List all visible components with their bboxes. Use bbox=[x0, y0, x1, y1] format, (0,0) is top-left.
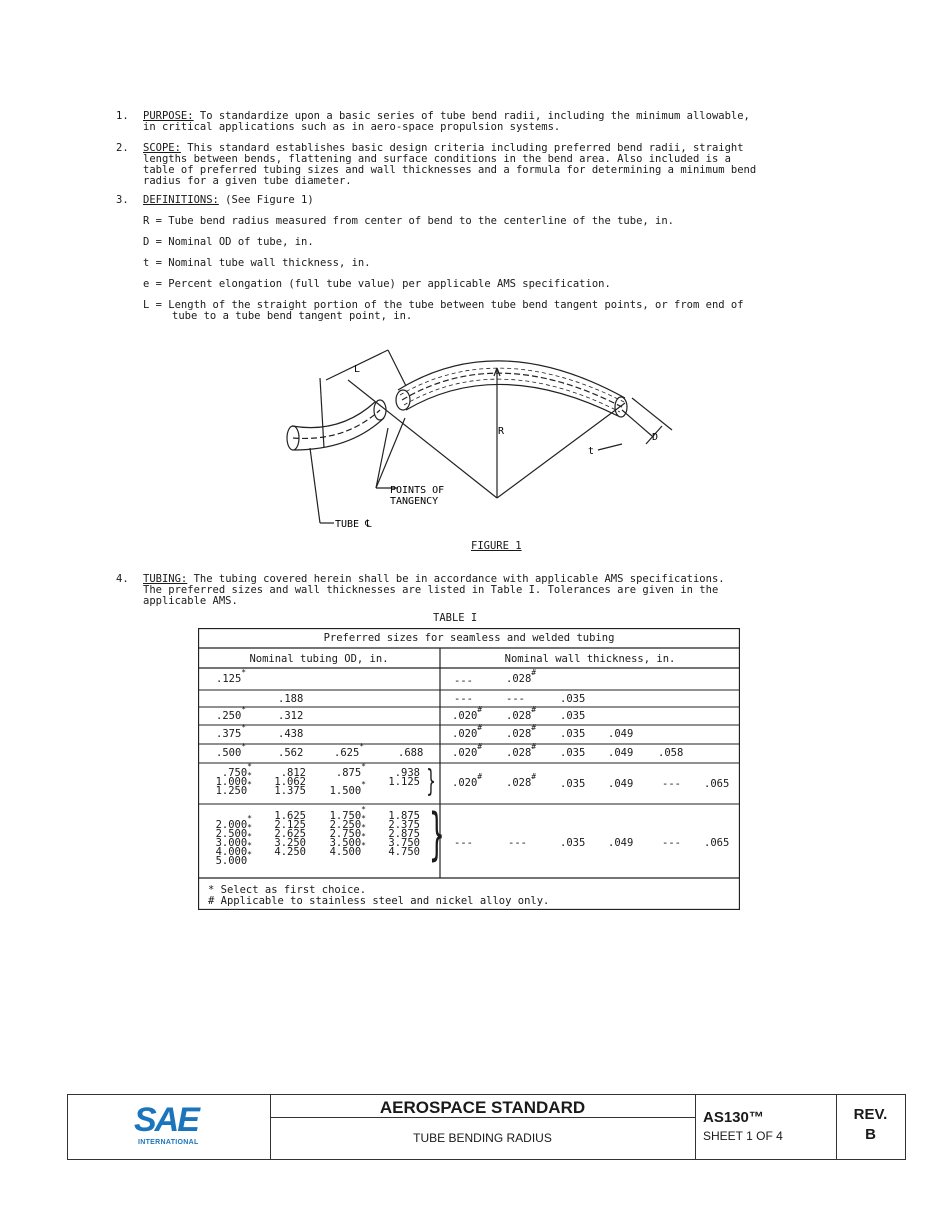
wall-cell: .058 bbox=[658, 747, 684, 759]
od-cell: 2.250* bbox=[329, 814, 366, 831]
od-cell: 1.875 bbox=[388, 810, 420, 822]
bend-centerline bbox=[402, 373, 622, 407]
title-cell bbox=[270, 1095, 696, 1159]
section-text: The tubing covered herein shall be in accordance with applicable AMS specifications. The preferred sizes and wall thicknesses are listed in Table I. Tolerances are given in the applicable AMS. bbox=[143, 573, 725, 607]
wall-cell: .065 bbox=[704, 837, 730, 849]
section-number: 3. bbox=[116, 194, 129, 206]
od-cell: 1.750* bbox=[329, 805, 366, 822]
label-L: L bbox=[354, 364, 361, 375]
wall-cell: .049 bbox=[608, 728, 634, 740]
wall-cell: .020# bbox=[452, 705, 483, 722]
label-D: D bbox=[652, 432, 659, 443]
section-heading: PURPOSE: bbox=[143, 110, 194, 122]
od-cell: .312 bbox=[278, 710, 304, 722]
wall-cell: --- bbox=[454, 675, 473, 687]
revision-cell bbox=[836, 1095, 905, 1159]
wall-cell: --- bbox=[506, 693, 525, 705]
section-scope bbox=[116, 143, 816, 187]
od-cell: 2.750* bbox=[329, 823, 366, 840]
section-definitions bbox=[116, 195, 816, 206]
figure-tube-bend bbox=[280, 338, 680, 538]
section-tubing bbox=[116, 574, 816, 607]
definition-e: e = Percent elongation (full tube value) per applicable AMS specification. bbox=[143, 278, 611, 290]
table-preferred-sizes bbox=[198, 628, 740, 910]
od-cell: .188 bbox=[278, 693, 304, 705]
brace: } bbox=[429, 802, 445, 867]
col-header-od: Nominal tubing OD, in. bbox=[249, 653, 389, 665]
label-t: t bbox=[588, 446, 595, 457]
document-subtitle: TUBE BENDING RADIUS bbox=[413, 1131, 552, 1145]
radius-line-left bbox=[348, 380, 497, 498]
label-R: R bbox=[498, 426, 505, 437]
table-caption: TABLE I bbox=[433, 612, 478, 624]
section-heading: SCOPE: bbox=[143, 142, 181, 154]
radius-line-right bbox=[497, 403, 625, 498]
section-number: 4. bbox=[116, 573, 129, 585]
definition-L bbox=[143, 300, 813, 322]
wall-cell: .035 bbox=[560, 778, 586, 790]
wall-cell: .020# bbox=[452, 723, 483, 740]
section-line: radius for a given tube diameter. bbox=[143, 175, 352, 187]
od-cell: 2.000* bbox=[215, 814, 252, 831]
section-purpose bbox=[116, 111, 816, 133]
od-cell: .250* bbox=[216, 705, 247, 722]
wall-cell: --- bbox=[508, 837, 527, 849]
wall-cell: .035 bbox=[560, 710, 586, 722]
section-line: lengths between bends, flattening and surface conditions in the bend area. Also included is a bbox=[143, 153, 731, 165]
od-cell: 2.625 bbox=[274, 828, 306, 840]
wall-cell: .028# bbox=[506, 742, 537, 759]
od-cell: .875* bbox=[335, 762, 366, 779]
od-cell: 1.062 bbox=[274, 776, 306, 788]
label-points-of: POINTS OF bbox=[390, 485, 445, 496]
title-block bbox=[67, 1094, 906, 1160]
logo-cell bbox=[68, 1095, 271, 1159]
wall-cell: .035 bbox=[560, 837, 586, 849]
sheet-number: SHEET 1 OF 4 bbox=[703, 1129, 783, 1143]
od-cell: .688 bbox=[398, 747, 424, 759]
label-tube-centerline: TUBE ℄ bbox=[335, 519, 372, 530]
od-cell: 3.500* bbox=[329, 832, 366, 849]
wall-cell: .049 bbox=[608, 778, 634, 790]
od-cell: 4.500* bbox=[329, 841, 366, 858]
od-cell: .812 bbox=[280, 767, 306, 779]
definition-line: tube to a tube bend tangent point, in. bbox=[172, 310, 413, 322]
brace: } bbox=[426, 764, 436, 799]
wall-cell: .020# bbox=[452, 772, 483, 789]
od-cell: 1.000* bbox=[215, 771, 252, 788]
table-note-star: * Select as first choice. bbox=[208, 884, 367, 896]
wall-cell: --- bbox=[662, 778, 681, 790]
definition-t: t = Nominal tube wall thickness, in. bbox=[143, 257, 371, 269]
small-tube-top bbox=[292, 402, 375, 428]
revision-value: B bbox=[865, 1126, 876, 1143]
od-cell: 2.500* bbox=[215, 823, 252, 840]
od-cell: .625* bbox=[334, 742, 365, 759]
label-tangency: TANGENCY bbox=[390, 496, 439, 507]
definition-R: R = Tube bend radius measured from center of bend to the centerline of the tube, in. bbox=[143, 215, 675, 227]
document-title: AEROSPACE STANDARD bbox=[379, 1098, 586, 1117]
document-number: AS130™ bbox=[703, 1109, 764, 1126]
sae-logo: SAE bbox=[134, 1101, 198, 1139]
section-line: This standard establishes basic design criteria including preferred bend radii, straight bbox=[180, 142, 744, 154]
section-heading: TUBING: bbox=[143, 573, 188, 585]
od-cell: 1.250* bbox=[215, 780, 252, 797]
table-title: Preferred sizes for seamless and welded tubing bbox=[323, 632, 615, 644]
od-cell: 3.000* bbox=[215, 832, 252, 849]
od-cell: .125* bbox=[216, 668, 247, 685]
wall-cell: .049 bbox=[608, 747, 634, 759]
wall-cell: .028# bbox=[506, 705, 537, 722]
od-cell: .438 bbox=[278, 728, 304, 740]
section-number: 1. bbox=[116, 110, 129, 122]
od-cell: 1.375 bbox=[274, 785, 306, 797]
wall-cell: .028# bbox=[506, 772, 537, 789]
od-cell: .375* bbox=[216, 723, 247, 740]
revision-label: REV. bbox=[853, 1106, 888, 1123]
od-cell: 3.750 bbox=[388, 837, 420, 849]
od-cell: .500* bbox=[216, 742, 247, 759]
definition-D: D = Nominal OD of tube, in. bbox=[143, 236, 314, 248]
figure-caption: FIGURE 1 bbox=[471, 540, 522, 552]
table-note-hash: # Applicable to stainless steel and nickel alloy only. bbox=[208, 895, 550, 907]
wall-cell: --- bbox=[454, 693, 473, 705]
wall-cell: --- bbox=[454, 837, 473, 849]
wall-cell: .028# bbox=[506, 668, 537, 685]
od-cell: 2.125 bbox=[274, 819, 306, 831]
od-cell: .562 bbox=[278, 747, 304, 759]
sae-logo-subtitle: INTERNATIONAL bbox=[138, 1139, 199, 1146]
wall-cell: .065 bbox=[704, 778, 730, 790]
section-line: table of preferred tubing sizes and wall thicknesses and a formula for determining a minimum bend bbox=[143, 164, 757, 176]
od-cell: 2.875 bbox=[388, 828, 420, 840]
section-number: 2. bbox=[116, 142, 129, 154]
tube-bend-diagram bbox=[280, 338, 680, 538]
od-cell: 3.250 bbox=[274, 837, 306, 849]
section-heading: DEFINITIONS: bbox=[143, 194, 219, 206]
od-cell: 1.125 bbox=[388, 776, 420, 788]
wall-cell: --- bbox=[662, 837, 681, 849]
section-text: To standardize upon a basic series of tube bend radii, including the minimum allowable, bbox=[193, 110, 750, 122]
od-cell: 4.250 bbox=[274, 846, 306, 858]
od-cell: 1.625 bbox=[274, 810, 306, 822]
section-text-2: in critical applications such as in aero-space propulsion systems. bbox=[143, 121, 561, 133]
wall-cell: .035 bbox=[560, 747, 586, 759]
wall-cell: .028# bbox=[506, 723, 537, 740]
wall-cell: .020# bbox=[452, 742, 483, 759]
document-number-cell bbox=[695, 1095, 837, 1159]
od-cell: .750* bbox=[221, 762, 252, 779]
definition-line: L = Length of the straight portion of the tube between tube bend tangent points, or from end of bbox=[143, 299, 744, 311]
od-cell: 5.000* bbox=[215, 850, 252, 867]
od-cell: .938 bbox=[394, 767, 420, 779]
od-cell: 4.750 bbox=[388, 846, 420, 858]
wall-cell: .035 bbox=[560, 693, 586, 705]
section-text: (See Figure 1) bbox=[218, 194, 314, 206]
wall-cell: .049 bbox=[608, 837, 634, 849]
od-cell: 4.000* bbox=[215, 841, 252, 858]
wall-cell: .035 bbox=[560, 728, 586, 740]
col-header-wall: Nominal wall thickness, in. bbox=[504, 653, 676, 665]
od-cell: 2.375 bbox=[388, 819, 420, 831]
od-cell: 1.500* bbox=[329, 780, 366, 797]
